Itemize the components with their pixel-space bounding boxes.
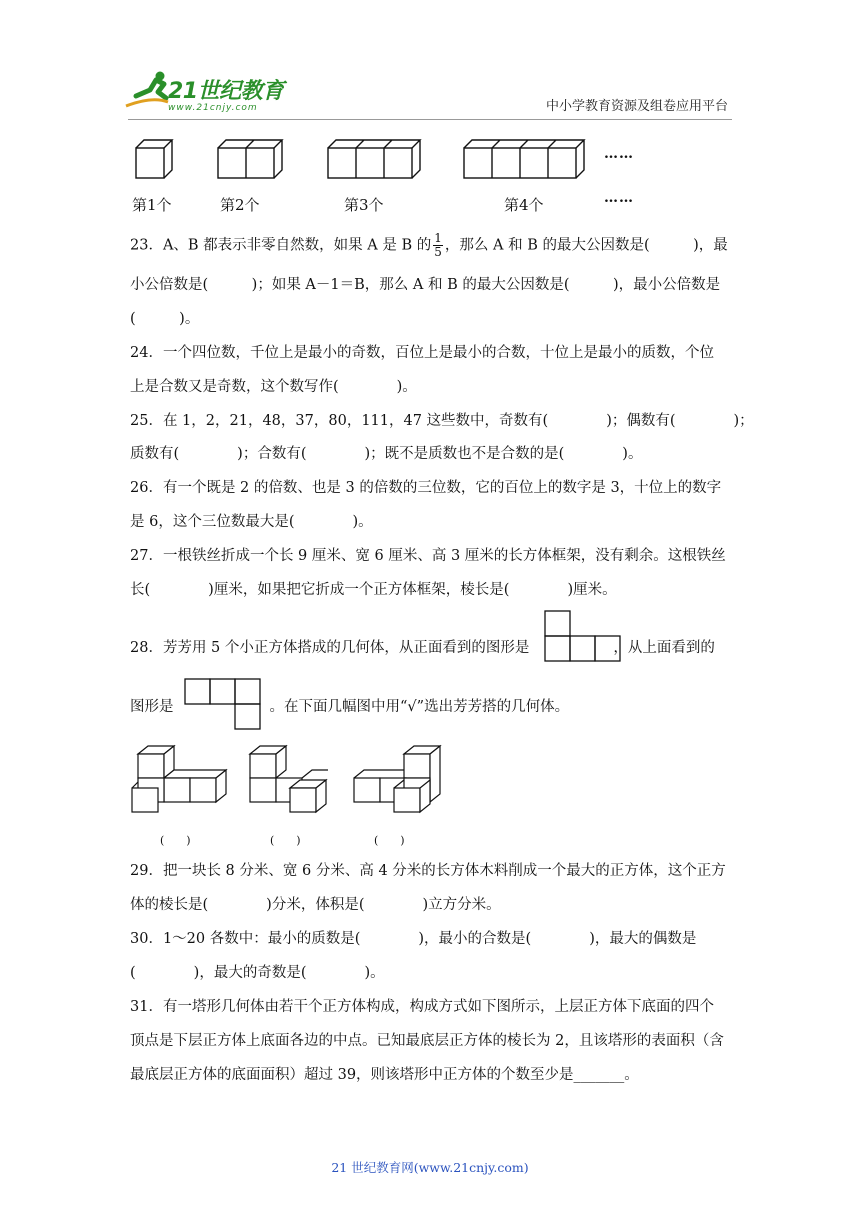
label-2: 第2个 — [220, 196, 260, 214]
footer-link[interactable]: 21 世纪教育网(www.21cnjy.com) — [331, 1160, 529, 1175]
q23-line1: 23．A、B 都表示非零自然数，如果 A 是 B 的 $\frac{1}{5}$ ，那么 A 和 B 的最大公因数是( )，最 — [130, 231, 728, 259]
cube-2 — [218, 140, 282, 178]
q28-line2: 图形是 。在下面几幅图中用“√”选出芳芳搭的几何体。 — [130, 699, 570, 715]
option-a-choice[interactable]: ( ) — [160, 834, 191, 847]
q31-line2: 顶点是下层正方体上底面各边的中点。已知最底层正方体的棱长为 2，且该塔形的表面积（含 — [130, 1033, 724, 1049]
q27-line2: 长( )厘米，如果把它折成一个正方体框架，棱长是( )厘米。 — [130, 582, 617, 598]
label-3: 第3个 — [344, 196, 384, 214]
q25-line2: 质数有( )；合数有( )；既不是质数也不是合数的是( )。 — [130, 446, 643, 462]
label-1: 第1个 — [132, 196, 172, 214]
option-a-figure — [128, 742, 228, 816]
q25-line1: 25．在 1，2，21，48，37，80，111，47 这些数中，奇数有( )；偶数有( )； — [130, 413, 754, 429]
q29-line2: 体的棱长是( )分米，体积是( )立方分米。 — [130, 897, 501, 913]
q24-line2: 上是合数又是奇数，这个数写作( )。 — [130, 379, 417, 395]
platform-name: 中小学教育资源及组卷应用平台 — [545, 99, 728, 114]
runner-icon — [126, 72, 168, 107]
cube-4 — [464, 140, 584, 178]
ellipsis-top: …… — [604, 146, 634, 162]
q31-line3: 最底层正方体的底面面积）超过 39，则该塔形中正方体的个数至少是_______。 — [130, 1067, 639, 1083]
q29-line1: 29．把一块长 8 分米、宽 6 分米、高 4 分米的长方体木料削成一个最大的正方体，这个正方 — [130, 863, 726, 879]
cube-1 — [136, 140, 172, 178]
q30-line2: ( )，最大的奇数是( )。 — [130, 965, 385, 981]
q26-line1: 26．有一个既是 2 的倍数、也是 3 的倍数的三位数，它的百位上的数字是 3，十位上的数字 — [130, 480, 722, 496]
q24-line1: 24．一个四位数，千位上是最小的奇数，百位上是最小的合数，十位上是最小的质数，个位 — [130, 345, 714, 361]
ellipsis-bottom: …… — [604, 190, 634, 206]
logo-text: 21世纪教育 — [168, 79, 284, 104]
q23-line2: 小公倍数是( )；如果 A－1＝B，那么 A 和 B 的最大公因数是( )，最小公倍数是 — [130, 277, 721, 293]
logo-url: www.21cnjy.com — [168, 103, 258, 113]
fraction-one-fifth: $\frac{1}{5}$ — [434, 231, 442, 259]
top-view-figure — [184, 678, 264, 732]
q26-line2: 是 6，这个三位数最大是( )。 — [130, 514, 373, 530]
cube-3 — [328, 140, 420, 178]
option-c-choice[interactable]: ( ) — [374, 834, 405, 847]
option-b-choice[interactable]: ( ) — [270, 834, 301, 847]
option-b-figure — [246, 742, 346, 816]
header-divider — [128, 119, 732, 120]
label-4: 第4个 — [504, 196, 544, 214]
option-c-figure — [350, 742, 450, 816]
q27-line1: 27．一根铁丝折成一个长 9 厘米、宽 6 厘米、高 3 厘米的长方体框架，没有剩余。这根铁丝 — [130, 548, 726, 564]
q28-line1: 28．芳芳用 5 个小正方体搭成的几何体，从正面看到的图形是 ，从上面看到的 — [130, 640, 715, 656]
q23-line3: ( )。 — [130, 311, 200, 327]
q31-line1: 31．有一塔形几何体由若干个正方体构成，构成方式如下图所示，上层正方体下底面的四个 — [130, 999, 714, 1015]
q30-line1: 30．1～20 各数中：最小的质数是( )，最小的合数是( )，最大的偶数是 — [130, 931, 697, 947]
front-view-figure — [544, 610, 624, 664]
